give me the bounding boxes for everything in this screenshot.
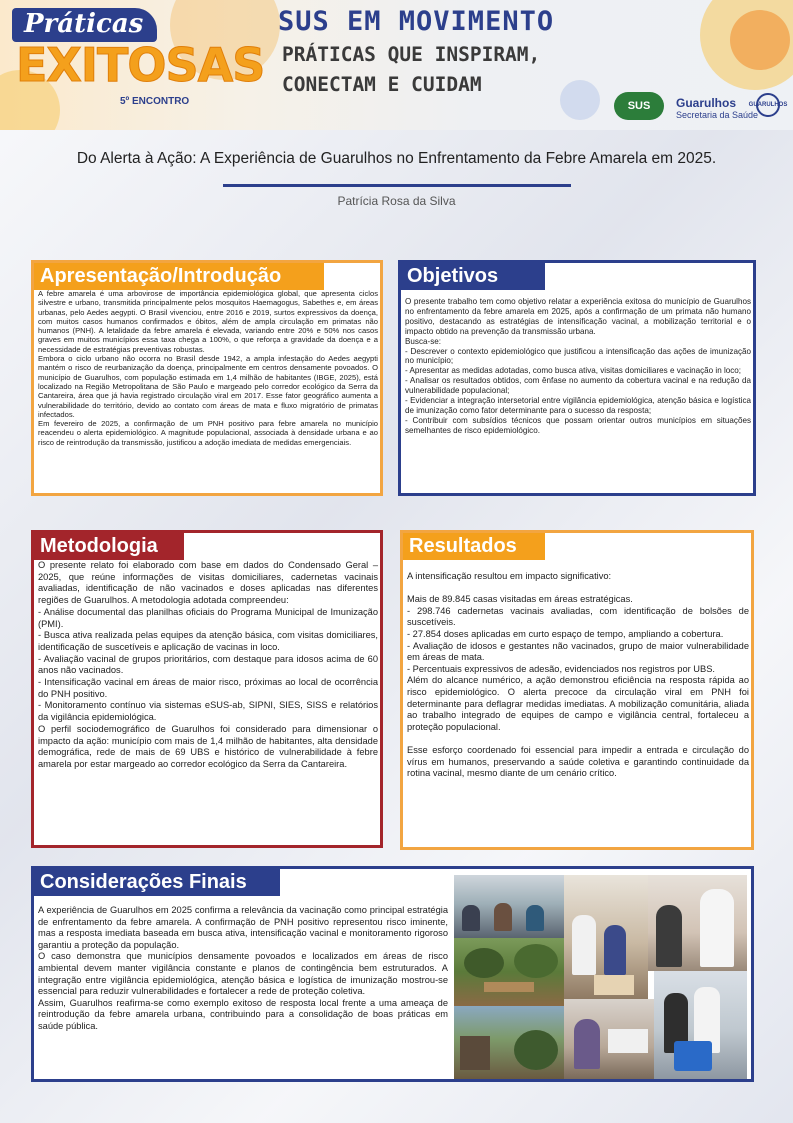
list-item: Mais de 89.845 casas visitadas em áreas estratégicas. bbox=[407, 594, 633, 605]
section-consideracoes-title: Considerações Finais bbox=[34, 869, 280, 896]
list-item: - Apresentar as medidas adotadas, como busca ativa, visitas domiciliares e vacinação in loco; bbox=[405, 366, 742, 376]
paragraph: O presente trabalho tem como objetivo relatar a experiência exitosa do município de Guarulhos no enfrentamento da febre amarela em 2025, após a confirmação de um primata não humano positivo, destacando as estratégias de intensificação vacinal, a mobilização territorial e o impacto obtido na prevenção da transmissão urbana. bbox=[405, 297, 751, 336]
photo-rural-area bbox=[454, 1006, 564, 1079]
list-item: - 27.854 doses aplicadas em curto espaço de tempo, ampliando a cobertura. bbox=[407, 628, 724, 639]
paragraph: Além do alcance numérico, a ação demonstrou eficiência na resposta rápida ao risco epidemiológico. O alerta precoce da circulação viral em PNH foi determinante para deflagrar medidas imediatas. A mobilização comunitária, aliada ao trabalho integrado de equipes de campo e vigilância central, fortaleceu a proteção populacional. bbox=[407, 675, 749, 732]
list-item: - Contribuir com subsídios técnicos que possam orientar outros municípios em situações semelhantes de risco epidemiológico. bbox=[405, 415, 751, 435]
section-objetivos-title: Objetivos bbox=[401, 263, 545, 290]
paragraph: A intensificação resultou em impacto significativo: bbox=[407, 571, 612, 581]
list-item: - Busca ativa realizada pelas equipes da atenção básica, com visitas domiciliares, identificação de suscetíveis e aplicação de vacinas in loco. bbox=[38, 630, 378, 652]
section-resultados-title: Resultados bbox=[403, 533, 545, 560]
list-item: - Analisar os resultados obtidos, com ênfase no aumento da cobertura vacinal e na redução da vulnerabilidade populacional; bbox=[405, 376, 751, 396]
spacer bbox=[407, 733, 749, 745]
paragraph: Esse esforço coordenado foi essencial para impedir a entrada e circulação do vírus em humanos, preservando a saúde coletiva e garantindo continuidade da rotina vacinal, mesmo diante de um cenário crítico. bbox=[407, 744, 749, 779]
section-resultados-body bbox=[407, 571, 749, 780]
section-consideracoes bbox=[31, 866, 754, 1082]
sus-subtitle-line-1: PRÁTICAS QUE INSPIRAM, bbox=[282, 43, 541, 66]
list-item: - Descrever o contexto epidemiológico que justificou a intensificação das ações de imunização no município; bbox=[405, 346, 751, 366]
section-metodologia-body bbox=[38, 560, 378, 771]
section-apresentacao-body bbox=[38, 289, 378, 447]
list-item: - Análise documental das planilhas oficiais do Programa Municipal de Imunização (PMI). bbox=[38, 606, 378, 629]
author-name: Patrícia Rosa da Silva bbox=[337, 194, 456, 208]
paragraph: A experiência de Guarulhos em 2025 confirma a relevância da vacinação como principal estratégia de enfrentamento da febre amarela. A confirmação de PNH positivo representou risco iminente, mas a resposta imediata baseada em busca ativa, intensificação vacinal e monitoramento rigoroso garantiu a proteção da população. bbox=[38, 905, 448, 950]
section-metodologia bbox=[31, 530, 383, 848]
list-item: - Percentuais expressivos de adesão, evidenciados nos registros por UBS. bbox=[407, 663, 715, 674]
paragraph: Busca-se: bbox=[405, 336, 441, 346]
guarulhos-crest-icon: GUARULHOS bbox=[756, 93, 780, 117]
paragraph: Em fevereiro de 2025, a confirmação de um PNH positivo para febre amarela no município reacendeu o alerta epidemiológico. A magnitude populacional, associada à densidade urbana e ao risco de reintrodução da transmissão, justificou a adoção imediata de medidas emergenciais. bbox=[38, 419, 378, 447]
list-item: - Avaliação de idosos e gestantes não vacinados, grupo de maior vulnerabilidade em áreas de mata. bbox=[407, 640, 749, 663]
list-item: - Intensificação vacinal em áreas de maior risco, próximas ao local de ocorrência do PNH positivo. bbox=[38, 677, 378, 699]
page-title: Do Alerta à Ação: A Experiência de Guarulhos no Enfrentamento da Febre Amarela em 2025. bbox=[76, 150, 717, 167]
section-apresentacao-title: Apresentação/Introdução bbox=[34, 263, 324, 290]
sus-subtitle bbox=[282, 40, 572, 100]
photo-field-visit-forest bbox=[454, 938, 564, 1006]
sus-logo: SUS bbox=[614, 92, 664, 120]
list-item: - Avaliação vacinal de grupos prioritários, com destaque para idosos acima de 60 anos não vacinados. bbox=[38, 653, 378, 676]
sus-em-movimento-title: SUS EM MOVIMENTO bbox=[278, 6, 555, 37]
photo-vaccine-registration bbox=[564, 999, 654, 1079]
sus-subtitle-line-2: CONECTAM E CUIDAM bbox=[282, 73, 482, 96]
photo-vaccination-indoor bbox=[564, 875, 648, 999]
exitosas-logo-text: EXITOSAS bbox=[16, 38, 265, 92]
paragraph: A febre amarela é uma arbovirose de importância epidemiológica global, que apresenta ciclos silvestre e urbano, transmitida principalmente pelos mosquitos Haemagogus, Sabethes e, em áreas urbanas, pelo Aedes aegypti. O Brasil vivenciou, entre 2016 e 2019, surtos expressivos da doença, com muitos casos humanos confirmados e óbitos, além de ampla circulação em primatas não humanos (PNH). A letalidade da febre amarela é elevada, variando entre 20% e 50% nos casos graves em muitos municípios essa taxa chega a 100%, o que reforça a gravidade da doença e a necessidade de estratégias preventivas robustas. bbox=[38, 289, 378, 354]
photo-health-worker-vaccinating bbox=[648, 875, 747, 971]
list-item: - 298.746 cadernetas vacinais avaliadas, com identificação de bolsões de suscetíveis. bbox=[407, 605, 749, 628]
section-objetivos bbox=[398, 260, 756, 496]
list-item: - Evidenciar a integração intersetorial entre vigilância epidemiológica, atenção básica e logística de imunização como fator determinante para o sucesso da resposta; bbox=[405, 396, 751, 415]
paragraph: Embora o ciclo urbano não ocorra no Brasil desde 1942, a ampla infestação do Aedes aegypti mantém o risco de reurbanização da doença, principalmente em centros densamente povoados. O município de Guarulhos, com população estimada em 1,4 milhão de habitantes (IBGE, 2025), está localizado na Região Metropolitana de São Paulo e margeado pelo corredor ecológico da Serra da Cantareira, área que já havia registrado circulação viral em 2017. Esse fator geográfico aumenta a vulnerabilidade do território, devido ao contato com áreas de mata e fluxo migratório de primatas infectados. bbox=[38, 354, 378, 419]
paragraph: O caso demonstra que municípios densamente povoados e localizados em áreas de risco ambiental devem manter vigilância constante e planos de contingência bem estruturados. A integração entre vigilância epidemiológica, atenção básica e logística de imunização mostrou-se essencial para reduzir vulnerabilidades e fortalecer a rede de proteção coletiva. bbox=[38, 951, 448, 997]
photo-vaccine-cooler bbox=[654, 971, 747, 1079]
section-apresentacao bbox=[31, 260, 383, 496]
section-metodologia-title: Metodologia bbox=[34, 533, 184, 560]
section-objetivos-body bbox=[405, 297, 751, 436]
paragraph: Assim, Guarulhos reafirma-se como exemplo exitoso de resposta local frente a uma ameaça de reintrodução da febre amarela urbana, contribuindo para a consolidação de boas práticas em saúde pública. bbox=[38, 997, 448, 1031]
header-banner bbox=[0, 0, 793, 130]
praticas-logo-text: Práticas bbox=[12, 8, 157, 42]
secretaria-label: Secretaria da Saúde bbox=[676, 110, 759, 120]
section-resultados bbox=[400, 530, 754, 850]
list-item: - Monitoramento contínuo via sistemas eSUS-ab, SIPNI, SIES, SISS e relatórios da vigilância epidemiológica. bbox=[38, 700, 378, 723]
encontro-label: 5º ENCONTRO bbox=[120, 96, 190, 107]
photo-team-meeting bbox=[454, 875, 564, 938]
section-consideracoes-body bbox=[38, 905, 448, 1033]
guarulhos-logo bbox=[676, 96, 758, 120]
title-divider bbox=[223, 184, 571, 187]
paragraph: O perfil sociodemográfico de Guarulhos foi considerado para dimensionar o impacto da ação: município com mais de 1,4 milhão de habitantes, alta densidade demográfica, rede de mais de 69 UBS e histórico de vulnerabilidade à febre amarela por estar margeado ao corredor ecológico da Serra da Cantareira. bbox=[38, 723, 378, 769]
paragraph: O presente relato foi elaborado com base em dados do Condensado Geral – 2025, que reúne informações de visitas domiciliares, cadernetas vacinais avaliadas, identificação de não vacinados e doses aplicadas nas diferentes regiões de Guarulhos. A metodologia adotada compreendeu: bbox=[38, 560, 378, 606]
guarulhos-name: Guarulhos bbox=[676, 96, 737, 110]
spacer bbox=[407, 583, 749, 595]
